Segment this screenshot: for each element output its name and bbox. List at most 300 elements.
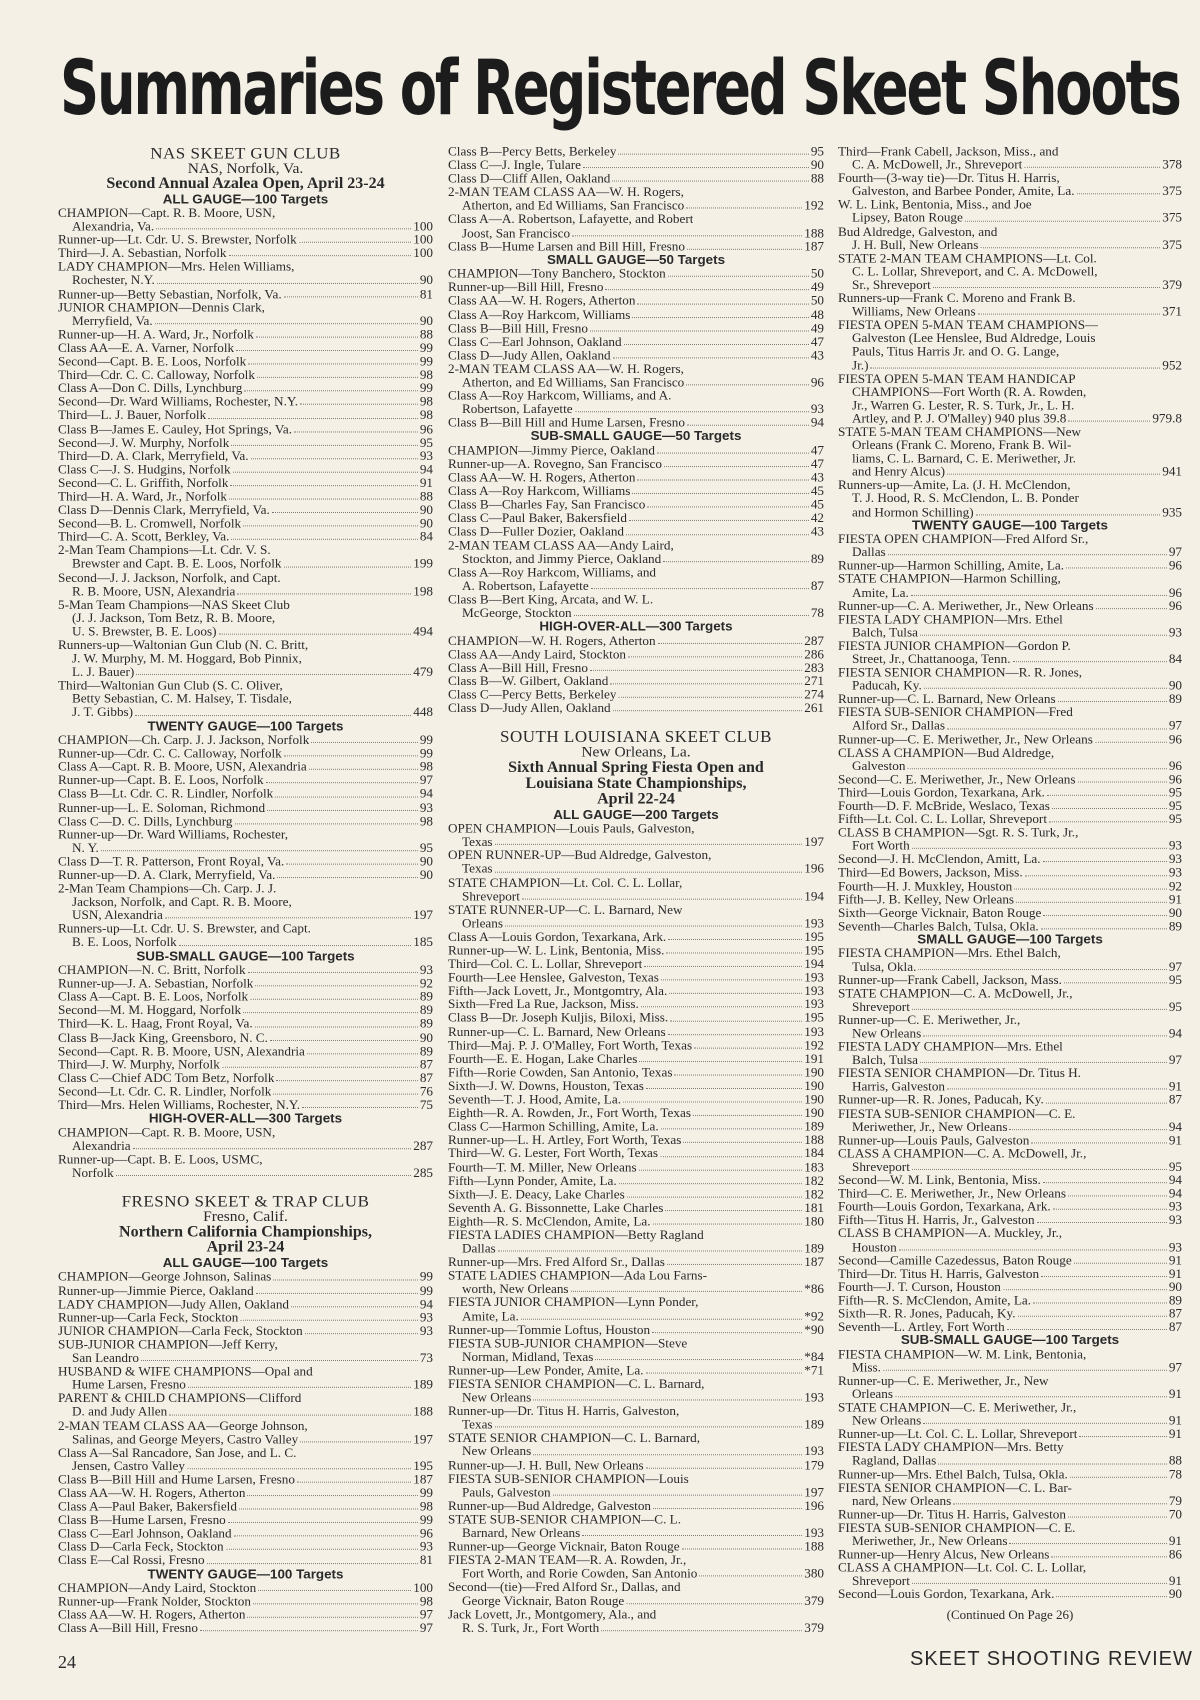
- club-title: FRESNO SKEET & TRAP CLUB: [121, 1192, 370, 1211]
- result-text: W. L. Link, Bentonia, Miss., and Joe: [838, 198, 1032, 212]
- result-line: [58, 1071, 433, 1085]
- result-score: 191: [804, 1051, 824, 1066]
- result-score: *92: [804, 1308, 824, 1324]
- dot-leader: [248, 972, 418, 973]
- result-text: Fourth—(3-way tie)—Dr. Titus H. Harris,: [838, 171, 1060, 185]
- result-score: 95: [1168, 972, 1182, 987]
- result-line: [58, 544, 433, 558]
- result-score: 92: [1168, 878, 1182, 893]
- result-line: [58, 490, 433, 504]
- result-text: J. H. Bull, New Orleans: [852, 238, 979, 252]
- result-score: 479: [413, 664, 433, 679]
- result-line: [838, 733, 1182, 746]
- result-text: Third—W. G. Lester, Fort Worth, Texas: [448, 1147, 659, 1161]
- result-score: 99: [419, 1269, 433, 1284]
- result-line: [448, 1486, 824, 1500]
- dot-leader: [1051, 1557, 1166, 1558]
- result-line: [58, 1405, 433, 1419]
- result-text: Williams, New Orleans: [852, 305, 976, 319]
- result-line: [838, 639, 1182, 652]
- result-line: [838, 1508, 1182, 1521]
- dot-leader: [591, 588, 809, 589]
- result-text: Runner-up—C. L. Barnard, New Orleans: [838, 692, 1056, 706]
- result-line: [838, 1160, 1182, 1173]
- result-line: [448, 335, 824, 349]
- result-text: CHAMPION—Capt. R. B. Moore, USN,: [58, 1125, 276, 1140]
- result-text: Third—D. A. Clark, Merryfield, Va.: [58, 449, 249, 463]
- result-line: [448, 1554, 824, 1568]
- result-line: [838, 1294, 1182, 1307]
- dot-leader: [273, 1279, 417, 1280]
- result-text: and Henry Alcus): [852, 465, 946, 479]
- result-line: [448, 1161, 824, 1175]
- result-text: HUSBAND & WIFE CHAMPIONS—Opal and: [58, 1364, 313, 1379]
- result-text: Norman, Midland, Texas: [462, 1350, 594, 1364]
- result-score: 99: [419, 380, 433, 396]
- dot-leader: [637, 480, 808, 481]
- result-score: 188: [804, 225, 824, 240]
- dot-leader: [1016, 902, 1167, 903]
- result-text: Second—Camille Cazedessus, Baton Rouge: [838, 1253, 1072, 1268]
- dot-leader: [572, 235, 802, 236]
- result-line: [58, 557, 433, 571]
- dot-leader: [883, 1370, 1167, 1371]
- result-line: [58, 1581, 433, 1595]
- dot-leader: [918, 969, 1166, 970]
- event-title: Louisiana State Championships,: [525, 775, 747, 792]
- result-score: 94: [419, 786, 433, 801]
- result-text: Merryfield, Va.: [72, 314, 153, 328]
- result-text: Joost, San Francisco: [462, 226, 571, 240]
- result-line: [58, 476, 433, 490]
- result-line: [448, 498, 824, 512]
- result-text: Class B—Hume Larsen, Fresno: [58, 1513, 226, 1527]
- result-text: worth, New Orleans: [462, 1282, 569, 1296]
- result-line: [838, 1388, 1182, 1401]
- result-score: 379: [804, 1620, 824, 1635]
- result-text: Orleans: [462, 916, 504, 931]
- result-score: 190: [804, 1105, 824, 1120]
- dot-leader: [1096, 608, 1167, 609]
- result-score: 96: [1168, 758, 1182, 773]
- result-text: Class D—Cliff Allen, Oakland: [448, 172, 611, 186]
- result-line: [58, 1139, 433, 1153]
- result-text: Second—C. E. Meriwether, Jr., New Orleans: [838, 772, 1076, 787]
- dot-leader: [284, 296, 418, 297]
- dot-leader: [1078, 781, 1167, 782]
- result-score: 98: [419, 813, 433, 828]
- category-heading: SUB-SMALL GAUGE—100 Targets: [136, 948, 355, 963]
- result-text: FIESTA OPEN CHAMPION—Fred Alford Sr.,: [838, 532, 1089, 546]
- result-text: Amite, La.: [852, 585, 909, 600]
- result-line: [448, 1052, 824, 1066]
- dot-leader: [664, 466, 809, 467]
- result-score: 98: [419, 759, 433, 774]
- result-text: CHAMPION—N. C. Britt, Norfolk: [58, 963, 246, 977]
- result-line: [448, 1391, 824, 1405]
- result-line: [58, 274, 433, 288]
- result-line: [838, 840, 1182, 853]
- result-line: [448, 1012, 824, 1026]
- dot-leader: [188, 1387, 411, 1388]
- result-score: 79: [1168, 1493, 1182, 1508]
- result-score: 87: [810, 578, 824, 593]
- result-text: CLASS B CHAMPION—Sgt. R. S. Turk, Jr.,: [838, 826, 1079, 840]
- result-score: 193: [804, 1389, 824, 1405]
- result-text: Sixth—J. E. Deacy, Lake Charles: [448, 1187, 625, 1202]
- dot-leader: [251, 458, 418, 459]
- result-text: Betty Sebastian, C. M. Halsey, T. Tisdale,: [72, 692, 292, 706]
- result-score: *86: [804, 1281, 824, 1296]
- result-score: 188: [804, 1538, 824, 1554]
- result-text: Houston: [852, 1240, 897, 1254]
- result-line: [838, 1468, 1182, 1481]
- result-line: [448, 579, 824, 593]
- dot-leader: [284, 756, 418, 757]
- result-line: [448, 1377, 824, 1391]
- result-score: 99: [419, 745, 433, 761]
- result-line: [58, 328, 433, 342]
- result-line: [448, 593, 824, 607]
- results-list: [838, 145, 1182, 519]
- dot-leader: [653, 1224, 803, 1225]
- result-line: [838, 1094, 1182, 1107]
- result-line: [838, 1374, 1182, 1387]
- results-list: [448, 822, 824, 1635]
- result-score: 49: [810, 320, 824, 335]
- result-score: 87: [419, 1056, 433, 1072]
- result-score: 89: [1168, 918, 1182, 933]
- result-line: [58, 1126, 433, 1140]
- dot-leader: [912, 1583, 1167, 1584]
- result-line: [448, 835, 824, 849]
- result-line: [838, 866, 1182, 879]
- result-score: 193: [804, 915, 824, 931]
- result-line: [58, 1270, 433, 1284]
- dot-leader: [1047, 795, 1167, 796]
- dot-leader: [899, 1249, 1167, 1250]
- result-text: Stockton, and Jimmy Pierce, Oakland: [462, 552, 662, 566]
- result-text: CLASS B CHAMPION—A. Muckley, Jr.,: [838, 1227, 1063, 1241]
- result-score: 88: [810, 171, 824, 186]
- result-text: Texas: [462, 862, 493, 877]
- dot-leader: [286, 864, 418, 865]
- result-text: A. Robertson, Lafayette: [462, 579, 589, 593]
- result-line: [838, 1535, 1182, 1548]
- result-score: 187: [804, 1254, 824, 1269]
- result-score: 195: [804, 929, 824, 944]
- result-line: [838, 372, 1182, 385]
- result-score: 979.8: [1152, 411, 1182, 426]
- result-text: Class C—Earl Johnson, Oakland: [448, 335, 622, 349]
- result-line: [838, 1027, 1182, 1040]
- club-title: SOUTH LOUISIANA SKEET CLUB: [500, 727, 772, 746]
- result-text: JUNIOR CHAMPION—Carla Feck, Stockton: [58, 1324, 303, 1338]
- dot-leader: [165, 918, 411, 919]
- dot-leader: [1068, 421, 1150, 422]
- result-score: 97: [1168, 718, 1182, 733]
- dot-leader: [1077, 194, 1161, 195]
- result-text: Fort Worth, and Rorie Cowden, San Antonio: [462, 1567, 698, 1581]
- result-text: Alford Sr., Dallas: [852, 719, 946, 733]
- dot-leader: [250, 999, 418, 1000]
- dot-leader: [156, 229, 411, 230]
- result-text: Second—Capt. R. B. Moore, USN, Alexandria: [58, 1044, 305, 1058]
- result-score: 197: [413, 1431, 433, 1446]
- results-list: [448, 634, 824, 715]
- result-text: Fifth—Lt. Col. C. L. Lollar, Shreveport: [838, 812, 1047, 827]
- result-text: Orleans (Frank C. Moreno, Frank B. Wil-: [852, 438, 1072, 452]
- results-list: [448, 145, 824, 253]
- result-score: 90: [419, 867, 433, 882]
- result-score: 375: [1162, 184, 1182, 199]
- category-heading: ALL GAUGE—100 Targets: [162, 191, 329, 206]
- result-score: 182: [804, 1173, 824, 1188]
- result-text: Third—H. A. Ward, Jr., Norfolk: [58, 489, 228, 504]
- result-line: [448, 376, 824, 390]
- result-text: Second—Lt. Cdr. C. R. Lindler, Norfolk: [58, 1084, 272, 1099]
- result-score: 188: [804, 1132, 824, 1147]
- result-score: 99: [419, 340, 433, 355]
- result-line: [838, 1174, 1182, 1187]
- result-line: [58, 598, 433, 612]
- result-score: 194: [804, 888, 824, 904]
- result-line: [58, 1338, 433, 1352]
- result-line: [58, 503, 433, 517]
- result-line: [58, 247, 433, 261]
- result-text: Fifth—R. S. McClendon, Amite, La.: [838, 1293, 1032, 1308]
- result-text: STATE 5-MAN TEAM CHAMPIONS—New: [838, 425, 1082, 439]
- result-text: Barnard, New Orleans: [462, 1526, 581, 1540]
- result-line: [838, 425, 1182, 438]
- dot-leader: [256, 1293, 418, 1294]
- result-line: [838, 1254, 1182, 1267]
- column-3: [838, 145, 1182, 1635]
- result-line: [448, 957, 824, 971]
- result-line: [838, 559, 1182, 572]
- result-line: [58, 1058, 433, 1072]
- result-score: 90: [419, 515, 433, 531]
- result-line: [838, 1134, 1182, 1147]
- result-line: [838, 679, 1182, 692]
- result-text: Class D—Judy Allen, Oakland: [448, 701, 611, 716]
- result-score: 271: [804, 673, 824, 689]
- result-line: [838, 893, 1182, 906]
- result-text: L. J. Bauer): [72, 665, 135, 679]
- result-text: FIESTA LADY CHAMPION—Mrs. Betty: [838, 1441, 1064, 1455]
- result-text: T. J. Hood, R. S. McClendon, L. B. Ponder: [852, 492, 1079, 506]
- result-line: [838, 172, 1182, 185]
- result-text: Fifth—Rorie Cowden, San Antonio, Texas: [448, 1065, 673, 1080]
- result-line: [838, 359, 1182, 372]
- result-score: *90: [804, 1322, 824, 1337]
- dot-leader: [1007, 1329, 1167, 1330]
- result-text: FIESTA OPEN 5-MAN TEAM CHAMPIONS—: [838, 318, 1099, 332]
- result-line: [838, 1120, 1182, 1133]
- dot-leader: [498, 1251, 803, 1252]
- result-score: 89: [419, 1002, 433, 1018]
- result-score: 99: [419, 353, 433, 369]
- club-location: Fresno, Calif.: [203, 1208, 288, 1225]
- results-list: [838, 947, 1182, 1334]
- result-score: 99: [419, 1485, 433, 1500]
- dot-leader: [222, 1067, 418, 1068]
- dot-leader: [613, 710, 803, 711]
- result-text: Runner-up—Lt. Col. C. L. Lollar, Shreveport: [838, 1427, 1078, 1442]
- result-text: Fifth—Titus H. Harris, Jr., Galveston: [838, 1213, 1035, 1228]
- result-line: [448, 1540, 824, 1554]
- result-line: [58, 571, 433, 585]
- result-text: Runner-up—R. R. Jones, Paducah, Ky.: [838, 1093, 1044, 1107]
- result-score: 193: [804, 1444, 824, 1459]
- result-score: 48: [810, 307, 824, 322]
- result-text: liams, C. L. Barnard, C. E. Meriwether, Jr.: [852, 452, 1076, 466]
- result-line: [448, 1581, 824, 1595]
- dot-leader: [693, 1115, 802, 1116]
- result-score: 93: [1168, 838, 1182, 853]
- result-text: Shreveport: [462, 889, 520, 904]
- result-line: [58, 841, 433, 855]
- dot-leader: [624, 344, 809, 345]
- result-line: [838, 479, 1182, 492]
- result-line: [448, 917, 824, 931]
- result-score: 99: [419, 732, 433, 747]
- result-line: [448, 1594, 824, 1608]
- result-text: Runner-up—C. E. Meriwether, Jr.,: [838, 1013, 1021, 1027]
- result-text: Paducah, Ky.: [852, 679, 922, 693]
- result-text: FIESTA CHAMPION—Mrs. Ethel Balch,: [838, 946, 1061, 961]
- result-score: 84: [419, 529, 433, 544]
- dot-leader: [907, 768, 1166, 769]
- result-line: [58, 1297, 433, 1311]
- result-text: Fourth—H. J. Muxkley, Houston: [838, 879, 1013, 893]
- result-line: [58, 665, 433, 679]
- result-score: 198: [413, 583, 433, 598]
- result-score: 50: [810, 266, 824, 281]
- result-text: Miss.: [852, 1361, 881, 1375]
- result-text: Class A—Capt. R. B. Moore, USN, Alexandria: [58, 760, 307, 774]
- result-text: Second—J. W. Murphy, Norfolk: [58, 435, 230, 450]
- result-line: [58, 1166, 433, 1180]
- dot-leader: [231, 445, 418, 446]
- result-score: 96: [1168, 598, 1182, 613]
- result-score: 287: [804, 632, 824, 648]
- results-list: [58, 1270, 433, 1567]
- result-line: [58, 368, 433, 382]
- result-text: Runners-up—Waltonian Gun Club (N. C. Britt,: [58, 638, 309, 652]
- result-line: [448, 1174, 824, 1188]
- result-text: Balch, Tulsa: [852, 1053, 918, 1067]
- result-score: 190: [804, 1091, 824, 1107]
- result-score: 88: [1168, 1453, 1182, 1468]
- result-text: Fifth—Jack Lovett, Jr., Montgomtry, Ala.: [448, 984, 668, 998]
- dot-leader: [1056, 1597, 1166, 1598]
- result-line: [838, 412, 1182, 425]
- result-score: 97: [419, 1607, 433, 1622]
- dot-leader: [657, 453, 809, 454]
- result-score: 93: [1168, 1199, 1182, 1214]
- page-banner: Summaries of Registered Skeet Shoots: [60, 43, 1180, 132]
- dot-leader: [605, 290, 808, 291]
- result-line: [448, 539, 824, 553]
- dot-leader: [253, 1604, 418, 1605]
- result-score: 88: [419, 326, 433, 342]
- result-line: [838, 973, 1182, 986]
- result-line: [838, 613, 1182, 626]
- result-text: Jr., Warren G. Lester, R. S. Turk, Jr., L. H.: [852, 398, 1075, 412]
- result-text: Fourth—D. F. McBride, Weslaco, Texas: [838, 799, 1050, 813]
- result-score: 91: [1168, 1266, 1182, 1281]
- result-text: Third—C. A. Scott, Berkley, Va.: [58, 530, 230, 544]
- result-text: Class A—A. Robertson, Lafayette, and Robert: [448, 212, 694, 227]
- result-score: 287: [413, 1138, 433, 1153]
- result-text: Third—Mrs. Helen Williams, Rochester, N.Y.: [58, 1098, 301, 1112]
- result-line: [58, 868, 433, 882]
- result-line: [58, 301, 433, 315]
- result-line: [838, 759, 1182, 772]
- result-text: Seventh A. G. Bissonnette, Lake Charles: [448, 1201, 664, 1215]
- result-text: Third—Ed Bowers, Jackson, Miss.: [838, 866, 1023, 880]
- result-line: [448, 822, 824, 836]
- result-line: [58, 1004, 433, 1018]
- result-line: [58, 1446, 433, 1460]
- result-line: [58, 355, 433, 369]
- result-line: [838, 158, 1182, 171]
- result-text: Fourth—T. M. Miller, New Orleans: [448, 1160, 637, 1175]
- result-line: [838, 1080, 1182, 1093]
- result-line: [58, 517, 433, 531]
- result-line: [58, 990, 433, 1004]
- result-score: 96: [1168, 584, 1182, 600]
- result-text: C. A. McDowell, Jr., Shreveport: [852, 158, 1023, 172]
- result-text: Class A—Roy Harkcom, Williams: [448, 484, 631, 498]
- result-text: FIESTA CHAMPION—W. M. Link, Bentonia,: [838, 1347, 1087, 1361]
- dot-leader: [239, 1509, 418, 1510]
- dot-leader: [157, 283, 418, 284]
- result-text: McGeorge, Stockton: [462, 606, 572, 620]
- dot-leader: [627, 1196, 802, 1197]
- result-text: Runner-up—Dr. Titus H. Harris, Galveston: [838, 1507, 1066, 1522]
- result-line: [448, 1445, 824, 1459]
- result-text: Tulsa, Okla.: [852, 960, 917, 974]
- dot-leader: [686, 208, 802, 209]
- dot-leader: [965, 220, 1160, 221]
- result-score: 99: [419, 1512, 433, 1527]
- result-line: [448, 1093, 824, 1107]
- result-score: 97: [1168, 1052, 1182, 1067]
- result-line: [448, 890, 824, 904]
- dot-leader: [1024, 167, 1160, 168]
- result-text: N. Y.: [72, 841, 99, 855]
- result-line: [448, 634, 824, 648]
- dot-leader: [647, 507, 809, 508]
- result-text: Fifth—Lynn Ponder, Amite, La.: [448, 1174, 617, 1188]
- result-text: Second—J. H. McClendon, Amitt, La.: [838, 852, 1041, 867]
- result-text: Runner-up—Bud Aldredge, Galveston: [448, 1499, 652, 1513]
- result-score: 91: [1168, 1386, 1182, 1401]
- result-text: Robertson, Lafayette: [462, 402, 573, 417]
- result-text: Class C—J. S. Hudgins, Norfolk: [58, 462, 231, 477]
- result-score: 47: [810, 442, 824, 458]
- result-line: [58, 963, 433, 977]
- result-text: STATE CHAMPION—Harmon Schilling,: [838, 572, 1061, 586]
- dot-leader: [639, 1061, 802, 1062]
- result-text: Class D—Fuller Dozier, Oakland: [448, 525, 625, 539]
- result-score: 89: [810, 551, 824, 566]
- result-line: [448, 863, 824, 877]
- result-line: [838, 1240, 1182, 1253]
- result-score: 95: [810, 144, 824, 159]
